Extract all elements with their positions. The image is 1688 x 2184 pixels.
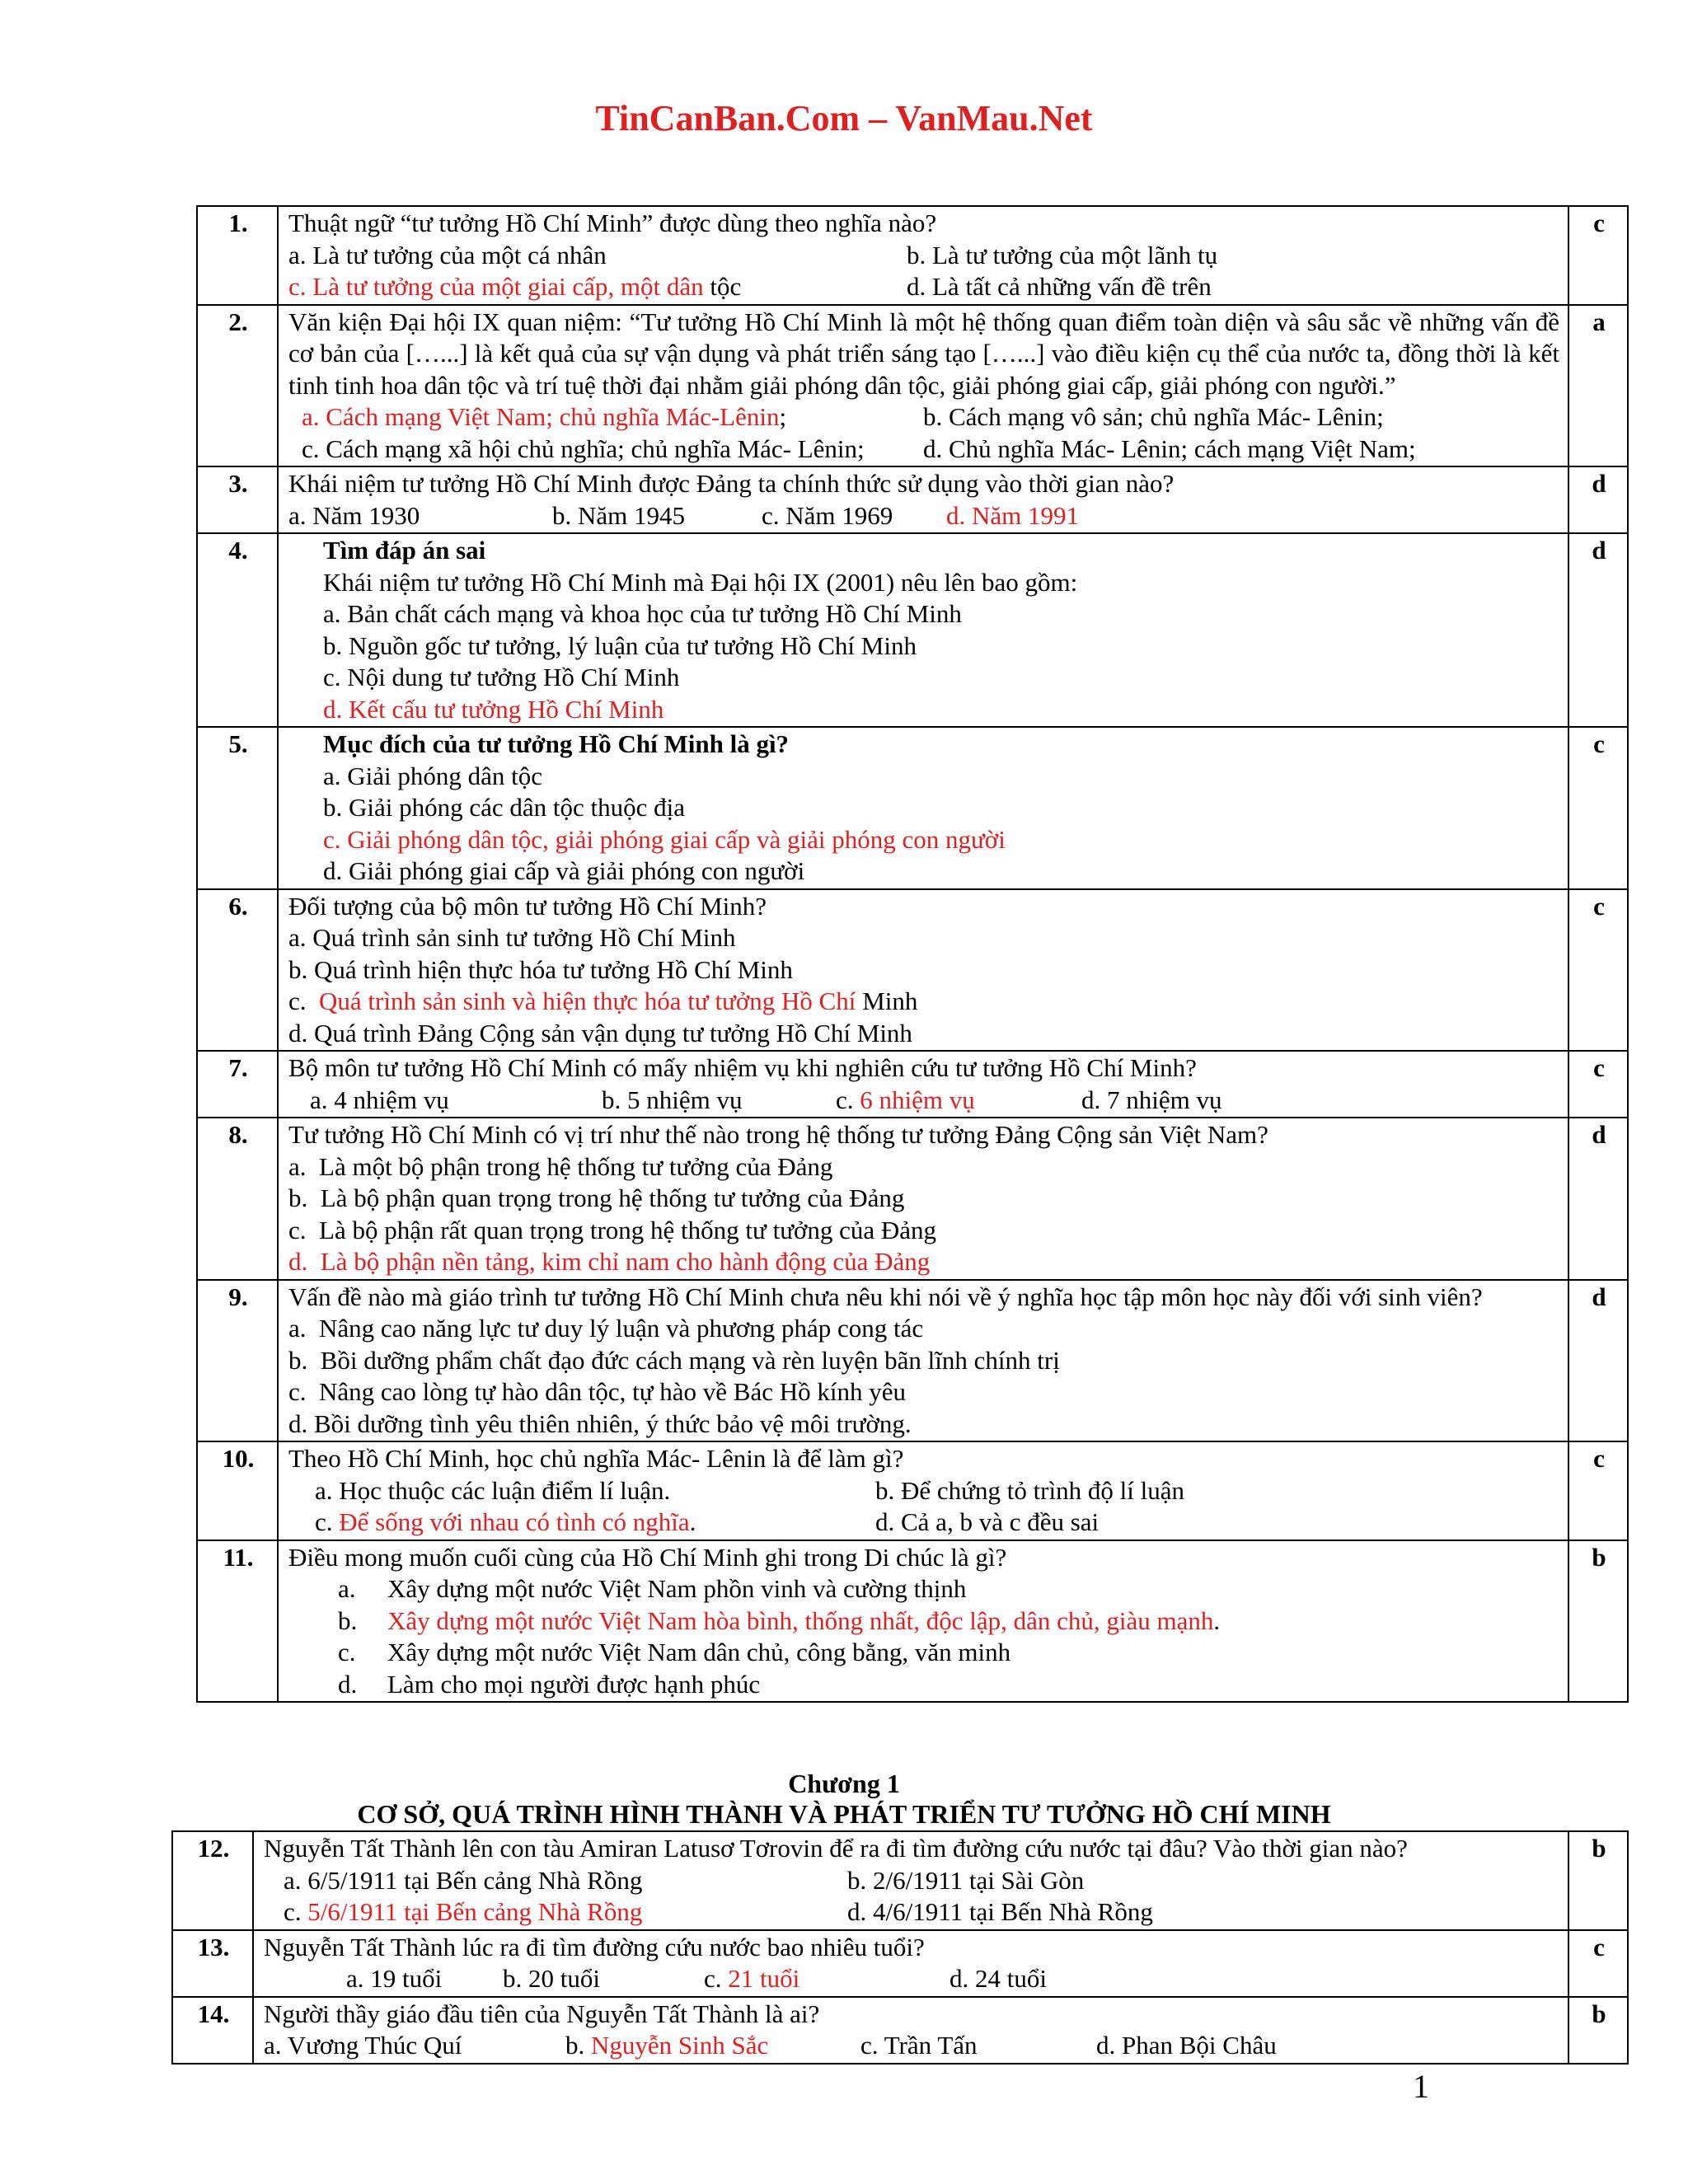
question-cell <box>278 206 1568 305</box>
option-c: c. Là bộ phận rất quan trọng trong hệ thống tư tưởng của Đảng <box>288 1215 937 1244</box>
question-text: Theo Hồ Chí Minh, học chủ nghĩa Mác- Lênin là để làm gì? <box>288 1444 904 1473</box>
option-b: b. Là tư tưởng của một lãnh tụ <box>907 240 1218 269</box>
question-text: Khái niệm tư tưởng Hồ Chí Minh được Đảng ta chính thức sử dụng vào thời gian nào? <box>288 469 1175 498</box>
option-a: a. Năm 1930 <box>288 500 420 530</box>
option-a: a. 6/5/1911 tại Bến cảng Nhà Rồng <box>284 1865 643 1895</box>
question-row <box>172 1997 1628 2064</box>
option-a: a. Nâng cao năng lực tư duy lý luận và phương pháp cong tác <box>288 1314 924 1343</box>
correct-option-text: Để sống với nhau có tình có nghĩa <box>339 1507 690 1536</box>
option-d: d. Cả a, b và c đều sai <box>875 1507 1100 1536</box>
site-header-title: TinCanBan.Com – VanMau.Net <box>595 98 1093 138</box>
question-number: 9. <box>197 1280 278 1442</box>
question-cell <box>278 533 1568 727</box>
correct-option-text: a. Cách mạng Việt Nam; chủ nghĩa Mác-Lênin <box>302 402 780 431</box>
question-text: Vấn đề nào mà giáo trình tư tưởng Hồ Chí Minh chưa nêu khi nói về ý nghĩa học tập môn học này đối với sinh viên? <box>288 1282 1483 1311</box>
correct-option-text: Quá trình sản sinh và hiện thực hóa tư tưởng Hồ Chí <box>319 987 856 1015</box>
question-row <box>197 533 1628 727</box>
chapter-label: Chương 1 <box>788 1769 900 1798</box>
question-row <box>197 466 1628 533</box>
question-number: 1. <box>197 206 278 305</box>
option-d: d. Quá trình Đảng Cộng sản vận dụng tư tưởng Hồ Chí Minh <box>288 1018 912 1047</box>
question-row <box>197 889 1628 1052</box>
question-text: Người thầy giáo đầu tiên của Nguyễn Tất Thành là ai? <box>264 1999 820 2028</box>
question-number: 6. <box>197 889 278 1052</box>
question-text: Nguyễn Tất Thành lúc ra đi tìm đường cứu nước bao nhiêu tuổi? <box>264 1932 925 1961</box>
question-number: 13. <box>172 1930 253 1997</box>
option-b: b. Bồi dưỡng phẩm chất đạo đức cách mạng và rèn luyện bãn lĩnh chính trị <box>288 1345 1060 1375</box>
option-a: a. Là tư tưởng của một cá nhân <box>288 240 607 269</box>
question-text: Mục đích của tư tưởng Hồ Chí Minh là gì? <box>323 729 790 758</box>
question-row <box>197 1280 1628 1442</box>
question-number: 14. <box>172 1997 253 2064</box>
option-a: a. Là một bộ phận trong hệ thống tư tưởng của Đảng <box>288 1151 833 1181</box>
answer-key: d <box>1568 1280 1628 1442</box>
option-d: d. Phan Bội Châu <box>1096 2031 1277 2060</box>
option-b: b. Xây dựng một nước Việt Nam hòa bình, thống nhất, độc lập, dân chủ, giàu mạnh. <box>338 1605 1221 1635</box>
question-number: 12. <box>172 1831 253 1930</box>
option-a: a. Quá trình sản sinh tư tưởng Hồ Chí Minh <box>288 923 736 952</box>
question-number: 2. <box>197 305 278 467</box>
option-c: c. 21 tuổi <box>704 1964 800 1993</box>
option-d: d. Giải phóng giai cấp và giải phóng con người <box>323 856 805 885</box>
question-row <box>197 1118 1628 1280</box>
question-row <box>172 1930 1628 1997</box>
answer-key: c <box>1568 889 1628 1052</box>
question-cell <box>278 889 1568 1052</box>
option-c: c. Để sống với nhau có tình có nghĩa. <box>315 1507 696 1536</box>
option-b: b. Để chứng tỏ trình độ lí luận <box>875 1475 1184 1505</box>
question-number: 8. <box>197 1118 278 1280</box>
question-number: 4. <box>197 533 278 727</box>
question-cell <box>278 727 1568 889</box>
option-b: b. Năm 1945 <box>552 500 686 530</box>
question-row <box>197 1051 1628 1118</box>
option-b: b. 2/6/1911 tại Sài Gòn <box>847 1865 1085 1895</box>
question-row <box>197 206 1628 305</box>
question-cell <box>278 1118 1568 1280</box>
answer-key: d <box>1568 533 1628 727</box>
option-a: a. 19 tuổi <box>346 1964 443 1993</box>
question-text: Đối tượng của bộ môn tư tưởng Hồ Chí Minh? <box>288 891 767 921</box>
option-c: c. Năm 1969 <box>762 500 893 530</box>
answer-key: d <box>1568 466 1628 533</box>
answer-key: c <box>1568 206 1628 305</box>
option-a: a. Học thuộc các luận điểm lí luận. <box>315 1475 671 1505</box>
question-number: 11. <box>197 1540 278 1703</box>
option-d: d. 7 nhiệm vụ <box>1081 1085 1222 1114</box>
question-cell <box>253 1831 1568 1930</box>
correct-option-text: 21 tuổi <box>728 1964 800 1993</box>
option-c: c. Giải phóng dân tộc, giải phóng giai cấp và giải phóng con người <box>323 824 1006 854</box>
option-a: a. Xây dựng một nước Việt Nam phồn vinh và cường thịnh <box>338 1574 967 1603</box>
question-cell <box>253 1997 1568 2064</box>
question-cell <box>278 305 1568 467</box>
correct-option-text: Xây dựng một nước Việt Nam hòa bình, thống nhất, độc lập, dân chủ, giàu mạnh <box>387 1605 1214 1635</box>
question-text: Thuật ngữ “tư tưởng Hồ Chí Minh” được dùng theo nghĩa nào? <box>288 209 937 237</box>
option-c: c. Nội dung tư tưởng Hồ Chí Minh <box>323 663 680 691</box>
option-b: b. Nguyễn Sinh Sắc <box>565 2031 769 2060</box>
option-c: c. Xây dựng một nước Việt Nam dân chủ, công bằng, văn minh <box>338 1638 1011 1666</box>
correct-option-text: c. Là tư tưởng của một giai cấp, một dân <box>288 272 704 301</box>
page-number: 1 <box>1413 2068 1429 2105</box>
option-d: d. Làm cho mọi người được hạnh phúc <box>338 1669 761 1699</box>
option-a: a. Bản chất cách mạng và khoa học của tư tưởng Hồ Chí Minh <box>323 599 962 628</box>
option-a: a. Giải phóng dân tộc <box>323 761 543 790</box>
question-number: 5. <box>197 727 278 889</box>
option-d: d. Năm 1991 <box>946 500 1080 530</box>
question-heading: Tìm đáp án sai <box>323 536 486 565</box>
option-d: d. Bồi dưỡng tình yêu thiên nhiên, ý thức bảo vệ môi trường. <box>288 1408 912 1438</box>
answer-key: b <box>1568 1831 1628 1930</box>
quiz-table-chapter-1 <box>171 1830 1629 2064</box>
correct-option-text: 6 nhiệm vụ <box>860 1085 975 1114</box>
option-a: a. Vương Thúc Quí <box>264 2031 462 2060</box>
option-b: b. 20 tuổi <box>503 1964 600 1993</box>
question-number: 7. <box>197 1051 278 1118</box>
option-b: b. 5 nhiệm vụ <box>602 1085 743 1114</box>
answer-key: c <box>1568 1930 1628 1997</box>
question-cell <box>278 466 1568 533</box>
option-d: d. Kết cấu tư tưởng Hồ Chí Minh <box>323 694 664 724</box>
quiz-table-intro <box>196 205 1629 1703</box>
question-cell <box>278 1051 1568 1118</box>
answer-key: b <box>1568 1540 1628 1703</box>
option-b: b. Giải phóng các dân tộc thuộc địa <box>323 793 686 822</box>
question-text: Điều mong muốn cuối cùng của Hồ Chí Minh ghi trong Di chúc là gì? <box>288 1542 1007 1572</box>
option-d: d. Là tất cả những vấn đề trên <box>907 272 1212 301</box>
option-c: c. Cách mạng xã hội chủ nghĩa; chủ nghĩa Mác- Lênin; <box>302 434 865 463</box>
option-b: b. Cách mạng vô sản; chủ nghĩa Mác- Lênin; <box>923 402 1384 431</box>
question-text: Tư tưởng Hồ Chí Minh có vị trí như thế nào trong hệ thống tư tưởng Đảng Cộng sản Việt Nam? <box>288 1120 1268 1149</box>
answer-key: c <box>1568 1441 1628 1540</box>
question-number: 3. <box>197 466 278 533</box>
option-d: d. Chủ nghĩa Mác- Lênin; cách mạng Việt Nam; <box>923 434 1416 463</box>
question-row <box>197 305 1628 467</box>
question-cell <box>278 1540 1568 1703</box>
option-b: b. Nguồn gốc tư tưởng, lý luận của tư tưởng Hồ Chí Minh <box>323 630 917 660</box>
answer-key: c <box>1568 1051 1628 1118</box>
question-text: Bộ môn tư tưởng Hồ Chí Minh có mấy nhiệm vụ khi nghiên cứu tư tưởng Hồ Chí Minh? <box>288 1053 1197 1082</box>
question-row <box>197 727 1628 889</box>
option-d: d. 4/6/1911 tại Bến Nhà Rồng <box>847 1897 1153 1926</box>
option-b: b. Quá trình hiện thực hóa tư tưởng Hồ Chí Minh <box>288 954 793 984</box>
option-a: a. Cách mạng Việt Nam; chủ nghĩa Mác-Lênin; <box>302 402 787 431</box>
answer-key: c <box>1568 727 1628 889</box>
option-a: a. 4 nhiệm vụ <box>310 1085 449 1114</box>
answer-key: d <box>1568 1118 1628 1280</box>
question-text: Khái niệm tư tưởng Hồ Chí Minh mà Đại hội IX (2001) nêu lên bao gồm: <box>323 567 1078 597</box>
answer-key: a <box>1568 305 1628 467</box>
option-d: d. 24 tuổi <box>950 1964 1047 1993</box>
chapter-title: CƠ SỞ, QUÁ TRÌNH HÌNH THÀNH VÀ PHÁT TRIỂN TƯ TƯỞNG HỒ CHÍ MINH <box>357 1799 1331 1829</box>
question-row <box>197 1441 1628 1540</box>
option-d: d. Là bộ phận nền tảng, kim chỉ nam cho hành động của Đảng <box>288 1247 931 1276</box>
option-c: c. 6 nhiệm vụ <box>836 1085 975 1114</box>
option-c: c. Quá trình sản sinh và hiện thực hóa tư tưởng Hồ Chí Minh <box>288 987 918 1015</box>
option-c: c. Nâng cao lòng tự hào dân tộc, tự hào về Bác Hồ kính yêu <box>288 1377 906 1406</box>
option-c: c. 5/6/1911 tại Bến cảng Nhà Rồng <box>284 1897 643 1926</box>
question-number: 10. <box>197 1441 278 1540</box>
question-text: Văn kiện Đại hội IX quan niệm: “Tư tưởng Hồ Chí Minh là một hệ thống quan điểm toàn diện và sâu sắc về những vấn đề cơ bản của […...] là kết quả của sự vận dụng và phát triển sáng tạo […...] vào điều kiện cụ thể của nước ta, đồng thời là kết tinh tinh hoa dân tộc và trí tuệ thời đại nhằm giải phóng dân tộc, giải phóng giai cấp, giải phóng con người.” <box>288 307 1559 400</box>
question-cell <box>278 1441 1568 1540</box>
question-text: Nguyễn Tất Thành lên con tàu Amiran Latusơ Tơrovin để ra đi tìm đường cứu nước tại đâu? Vào thời gian nào? <box>264 1834 1408 1863</box>
question-row <box>172 1831 1628 1930</box>
correct-option-text: 5/6/1911 tại Bến cảng Nhà Rồng <box>307 1897 643 1926</box>
option-b: b. Là bộ phận quan trọng trong hệ thống tư tưởng của Đảng <box>288 1183 905 1212</box>
question-cell <box>253 1930 1568 1997</box>
question-row <box>197 1540 1628 1703</box>
correct-option-text: Nguyễn Sinh Sắc <box>591 2031 769 2060</box>
option-c: c. Là tư tưởng của một giai cấp, một dân tộc <box>288 272 742 301</box>
option-c: c. Trần Tấn <box>860 2031 978 2060</box>
answer-key: b <box>1568 1997 1628 2064</box>
question-cell <box>278 1280 1568 1442</box>
